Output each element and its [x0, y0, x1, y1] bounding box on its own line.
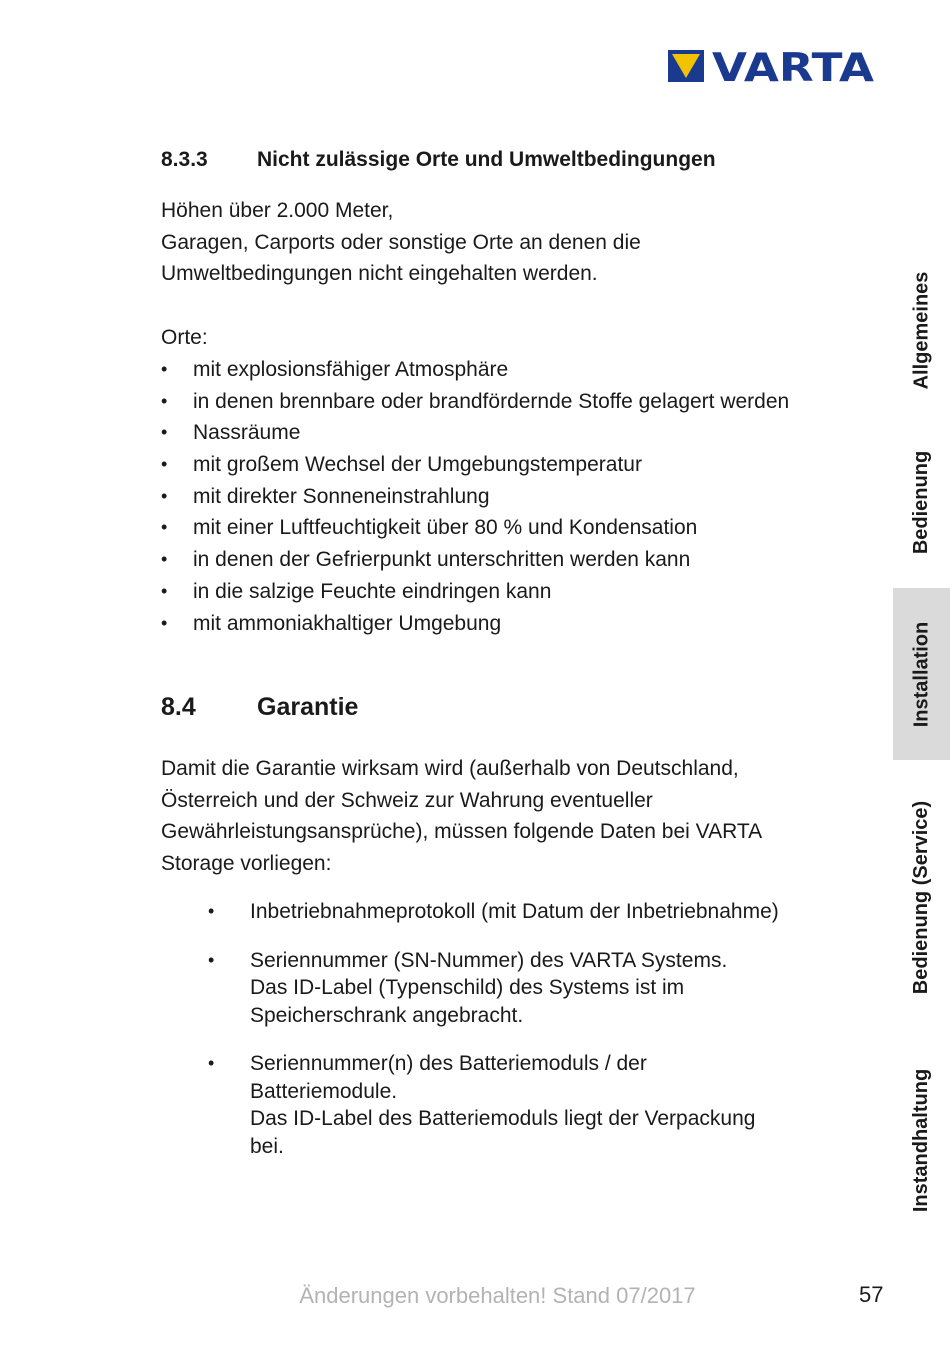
- list-item: • mit ammoniakhaltiger Umgebung: [161, 608, 789, 640]
- list-item: • mit direkter Sonneneinstrahlung: [161, 481, 789, 513]
- text-line: Batteriemodule.: [250, 1079, 398, 1103]
- text-line: Gewährleistungsansprüche), müssen folgende Daten bei VARTA: [161, 820, 763, 844]
- side-tab-label: Bedienung: [910, 450, 932, 555]
- list-item: • mit einer Luftfeuchtigkeit über 80 % und Kondensation: [161, 512, 789, 544]
- side-tab-bedienung[interactable]: [893, 430, 950, 575]
- section-heading-8-3-3: [161, 148, 716, 172]
- intro-paragraph: [161, 195, 641, 290]
- text-line: Storage vorliegen:: [161, 852, 332, 876]
- text-line: bei.: [250, 1134, 284, 1158]
- list-item: • in denen der Gefrierpunkt unterschritten werden kann: [161, 544, 789, 576]
- list-item: • in denen brennbare oder brandfördernde Stoffe gelagert werden: [161, 386, 789, 418]
- side-tab-bedienung-service[interactable]: [893, 775, 950, 1020]
- places-label-text: Orte:: [161, 326, 208, 349]
- text-line: Damit die Garantie wirksam wird (außerhalb von Deutschland,: [161, 757, 739, 780]
- side-tab-instandhaltung[interactable]: [893, 1045, 950, 1235]
- page-number: 57: [859, 1282, 884, 1307]
- side-tab-installation[interactable]: [893, 588, 950, 760]
- logo-text: VARTA: [712, 48, 874, 84]
- text-line: Umweltbedingungen nicht eingehalten werden.: [161, 262, 598, 286]
- text-line: Das ID-Label des Batteriemoduls liegt der Verpackung: [250, 1107, 756, 1130]
- list-item: [208, 898, 779, 926]
- list-item: • mit explosionsfähiger Atmosphäre: [161, 354, 789, 386]
- side-tab-label: Installation: [910, 621, 933, 727]
- section-heading-8-4: [161, 693, 358, 722]
- text-line: • Seriennummer(n) des Batteriemoduls / der: [250, 1052, 647, 1075]
- section-title: Garantie: [257, 693, 359, 721]
- warranty-list: [208, 898, 779, 1181]
- side-tab-label: Bedienung (Service): [910, 800, 933, 995]
- text-line: Höhen über 2.000 Meter,: [161, 199, 394, 222]
- section-number: 8.3.3: [161, 148, 208, 171]
- places-list: [161, 354, 789, 639]
- warranty-intro: [161, 753, 762, 880]
- varta-logo: [668, 48, 876, 84]
- text-line: Speicherschrank angebracht.: [250, 1003, 524, 1027]
- section-number: 8.4: [161, 693, 196, 721]
- places-label: [161, 322, 208, 354]
- side-tab-allgemeines[interactable]: [893, 250, 950, 410]
- text-line: Das ID-Label (Typenschild) des Systems ist im: [250, 976, 685, 999]
- side-tab-label: Allgemeines: [910, 271, 933, 389]
- list-item: • in die salzige Feuchte eindringen kann: [161, 576, 789, 608]
- section-title: Nicht zulässige Orte und Umweltbedingungen: [257, 148, 716, 171]
- text-line: Österreich und der Schweiz zur Wahrung eventueller: [161, 788, 653, 812]
- list-item: [208, 947, 779, 1030]
- text-line: • Inbetriebnahmeprotokoll (mit Datum der Inbetriebnahme): [250, 900, 779, 923]
- list-item: • Nassräume: [161, 417, 789, 449]
- list-item: [208, 1050, 779, 1160]
- side-tab-label: Instandhaltung: [910, 1068, 933, 1212]
- text-line: • Seriennummer (SN-Nummer) des VARTA Systems.: [250, 948, 728, 972]
- text-line: Garagen, Carports oder sonstige Orte an denen die: [161, 230, 641, 254]
- footer-note: Änderungen vorbehalten! Stand 07/2017: [299, 1283, 696, 1308]
- list-item: • mit großem Wechsel der Umgebungstemperatur: [161, 449, 789, 481]
